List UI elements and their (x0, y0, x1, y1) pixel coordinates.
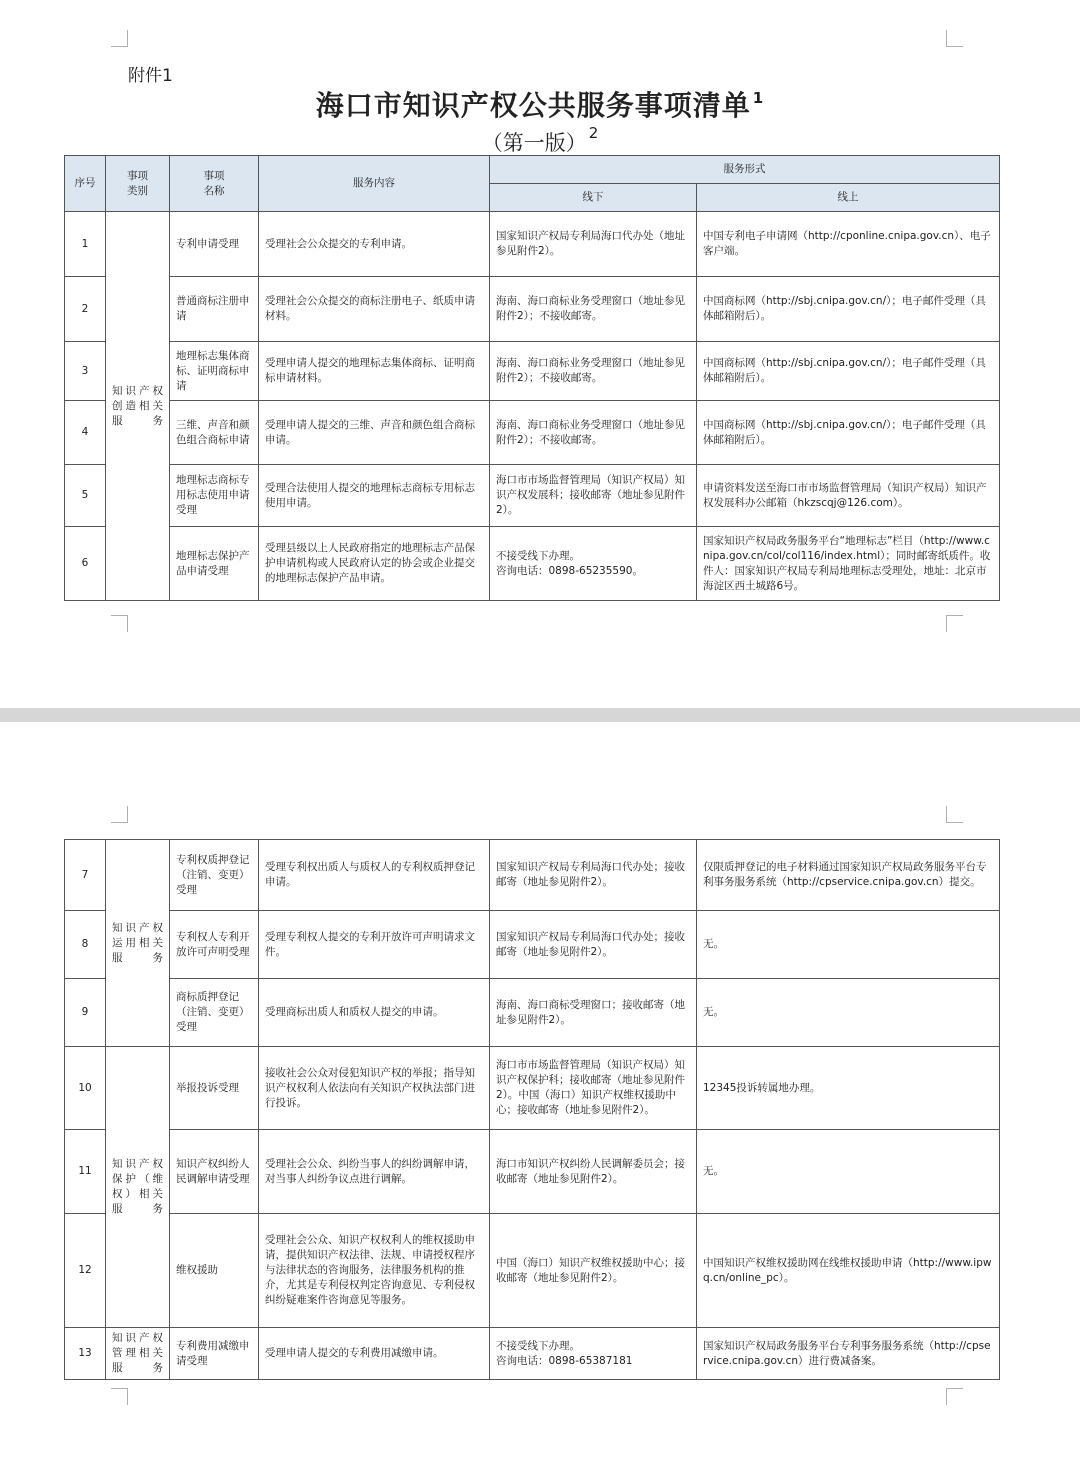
row-name: 普通商标注册申请 (170, 277, 259, 342)
row-online: 12345投诉转属地办理。 (697, 1047, 1000, 1130)
table-row (65, 465, 1000, 527)
row-online: 中国商标网（http://sbj.cnipa.gov.cn/）；电子邮件受理（具体邮箱附后）。 (697, 401, 1000, 465)
row-name: 举报投诉受理 (170, 1047, 259, 1130)
row-offline: 海南、海口商标业务受理窗口（地址参见附件2）；不接收邮寄。 (490, 401, 697, 465)
table-row (65, 342, 1000, 401)
row-no: 1 (65, 212, 106, 277)
row-online: 申请资料发送至海口市市场监督管理局（知识产权局）知识产权发展科办公邮箱（hkzscqj@126.com）。 (697, 465, 1000, 527)
row-online: 中国专利电子申请网（http://cponline.cnipa.gov.cn）、电子客户端。 (697, 212, 1000, 277)
crop-mark (946, 1388, 963, 1405)
row-content: 受理申请人提交的三维、声音和颜色组合商标申请。 (259, 401, 490, 465)
row-content: 接收社会公众对侵犯知识产权的举报；指导知识产权权利人依法向有关知识产权执法部门进行投诉。 (259, 1047, 490, 1130)
header-content: 服务内容 (259, 156, 490, 212)
row-offline: 中国（海口）知识产权维权援助中心；接收邮寄（地址参见附件2）。 (490, 1214, 697, 1328)
row-name: 专利权人专利开放许可声明受理 (170, 911, 259, 979)
row-online: 无。 (697, 1130, 1000, 1214)
row-content: 受理县级以上人民政府指定的地理标志产品保护申请机构或人民政府认定的协会或企业提交的地理标志保护产品申请。 (259, 527, 490, 601)
row-no: 9 (65, 979, 106, 1047)
row-offline: 海南、海口商标业务受理窗口（地址参见附件2）；不接收邮寄。 (490, 277, 697, 342)
table-row (65, 212, 1000, 277)
row-no: 6 (65, 527, 106, 601)
row-content: 受理合法使用人提交的地理标志商标专用标志使用申请。 (259, 465, 490, 527)
row-name: 地理标志保护产品申请受理 (170, 527, 259, 601)
header-offline: 线下 (490, 184, 697, 212)
category-cell: 知识产权运用相关服务 (106, 840, 170, 1047)
row-online: 国家知识产权局政务服务平台“地理标志”栏目（http://www.cnipa.gov.cn/col/col116/index.html）；同时邮寄纸质件。收件人：国家知识产权局专利局地理标志受理处，地址：北京市海淀区西土城路6号。 (697, 527, 1000, 601)
crop-mark (946, 806, 963, 823)
row-content: 受理申请人提交的地理标志集体商标、证明商标申请材料。 (259, 342, 490, 401)
row-content: 受理专利权人提交的专利开放许可声明请求文件。 (259, 911, 490, 979)
subtitle-footnote-marker: 2 (588, 124, 599, 142)
table-row (65, 527, 1000, 601)
table-row (65, 401, 1000, 465)
crop-mark (111, 1388, 128, 1405)
row-offline: 海口市知识产权纠纷人民调解委员会；接收邮寄（地址参见附件2）。 (490, 1130, 697, 1214)
table-row (65, 277, 1000, 342)
header-category: 事项类别 (106, 156, 170, 212)
row-online: 仅限质押登记的电子材料通过国家知识产权局政务服务平台专利事务服务系统（http://cpservice.cnipa.gov.cn）提交。 (697, 840, 1000, 911)
row-name: 商标质押登记（注销、变更）受理 (170, 979, 259, 1047)
header-no: 序号 (65, 156, 106, 212)
row-online: 国家知识产权局政务服务平台专利事务服务系统（http://cpservice.cnipa.gov.cn）进行费减备案。 (697, 1328, 1000, 1380)
crop-mark (111, 30, 128, 47)
row-offline: 海口市市场监督管理局（知识产权局）知识产权发展科；接收邮寄（地址参见附件2）。 (490, 465, 697, 527)
row-online: 无。 (697, 979, 1000, 1047)
row-content: 受理专利权出质人与质权人的专利权质押登记申请。 (259, 840, 490, 911)
row-offline: 国家知识产权局专利局海口代办处；接收邮寄（地址参见附件2）。 (490, 911, 697, 979)
row-name: 专利费用减缴申请受理 (170, 1328, 259, 1380)
table-row (65, 1214, 1000, 1328)
table-row (65, 979, 1000, 1047)
row-content: 受理社会公众提交的专利申请。 (259, 212, 490, 277)
crop-mark (946, 30, 963, 47)
table-row (65, 1328, 1000, 1380)
row-name: 维权援助 (170, 1214, 259, 1328)
table-row (65, 1130, 1000, 1214)
row-no: 7 (65, 840, 106, 911)
row-online: 中国知识产权维权援助网在线维权援助申请（http://www.ipwq.cn/online_pc）。 (697, 1214, 1000, 1328)
table-row (65, 840, 1000, 911)
row-offline: 海口市市场监督管理局（知识产权局）知识产权保护科；接收邮寄（地址参见附件2）。中国（海口）知识产权维权援助中心；接收邮寄（地址参见附件2）。 (490, 1047, 697, 1130)
service-table-part-2 (64, 839, 1000, 1380)
page-separator (0, 708, 1080, 722)
row-online: 无。 (697, 911, 1000, 979)
row-content: 受理商标出质人和质权人提交的申请。 (259, 979, 490, 1047)
category-cell: 知识产权管理相关服务 (106, 1328, 170, 1380)
row-no: 12 (65, 1214, 106, 1328)
row-content: 受理社会公众、纠纷当事人的纠纷调解申请，对当事人纠纷争议点进行调解。 (259, 1130, 490, 1214)
row-offline: 国家知识产权局专利局海口代办处；接收邮寄（地址参见附件2）。 (490, 840, 697, 911)
row-online: 中国商标网（http://sbj.cnipa.gov.cn/）；电子邮件受理（具体邮箱附后）。 (697, 342, 1000, 401)
row-no: 10 (65, 1047, 106, 1130)
attachment-label: 附件1 (128, 66, 173, 86)
row-name: 专利权质押登记（注销、变更）受理 (170, 840, 259, 911)
row-name: 三维、声音和颜色组合商标申请 (170, 401, 259, 465)
row-no: 2 (65, 277, 106, 342)
document-title: 海口市知识产权公共服务事项清单 $^1$ (315, 89, 765, 122)
category-cell: 知识产权保护（维权）相关服务 (106, 1047, 170, 1328)
row-offline: 海南、海口商标业务受理窗口（地址参见附件2）；不接收邮寄。 (490, 342, 697, 401)
table-row (65, 911, 1000, 979)
row-no: 8 (65, 911, 106, 979)
row-name: 地理标志集体商标、证明商标申请 (170, 342, 259, 401)
row-no: 3 (65, 342, 106, 401)
row-no: 11 (65, 1130, 106, 1214)
header-form: 服务形式 (490, 156, 1000, 184)
row-no: 13 (65, 1328, 106, 1380)
row-name: 知识产权纠纷人民调解申请受理 (170, 1130, 259, 1214)
crop-mark (111, 615, 128, 632)
category-cell: 知识产权创造相关服务 (106, 212, 170, 601)
document-subtitle: （第一版） $^2$ (481, 124, 599, 155)
row-no: 4 (65, 401, 106, 465)
header-name: 事项名称 (170, 156, 259, 212)
row-name: 专利申请受理 (170, 212, 259, 277)
row-online: 中国商标网（http://sbj.cnipa.gov.cn/）；电子邮件受理（具体邮箱附后）。 (697, 277, 1000, 342)
header-online: 线上 (697, 184, 1000, 212)
crop-mark (946, 615, 963, 632)
row-content: 受理社会公众提交的商标注册电子、纸质申请材料。 (259, 277, 490, 342)
service-table-part-1 (64, 155, 1000, 601)
row-offline: 海南、海口商标受理窗口；接收邮寄（地址参见附件2）。 (490, 979, 697, 1047)
document-page-1 (0, 0, 1080, 708)
row-no: 5 (65, 465, 106, 527)
row-content: 受理社会公众、知识产权权利人的维权援助申请，提供知识产权法律、法规、申请授权程序与法律状态的咨询服务，法律服务机构的推介，尤其是专利侵权判定咨询意见、专利侵权纠纷疑难案件咨询意见等服务。 (259, 1214, 490, 1328)
row-content: 受理申请人提交的专利费用减缴申请。 (259, 1328, 490, 1380)
row-name: 地理标志商标专用标志使用申请受理 (170, 465, 259, 527)
title-footnote-marker: 1 (752, 89, 765, 107)
crop-mark (111, 806, 128, 823)
row-offline: 国家知识产权局专利局海口代办处（地址参见附件2）。 (490, 212, 697, 277)
table-row (65, 1047, 1000, 1130)
row-offline: 不接受线下办理。 咨询电话：0898-65387181 (490, 1328, 697, 1380)
row-offline: 不接受线下办理。 咨询电话：0898-65235590。 (490, 527, 697, 601)
